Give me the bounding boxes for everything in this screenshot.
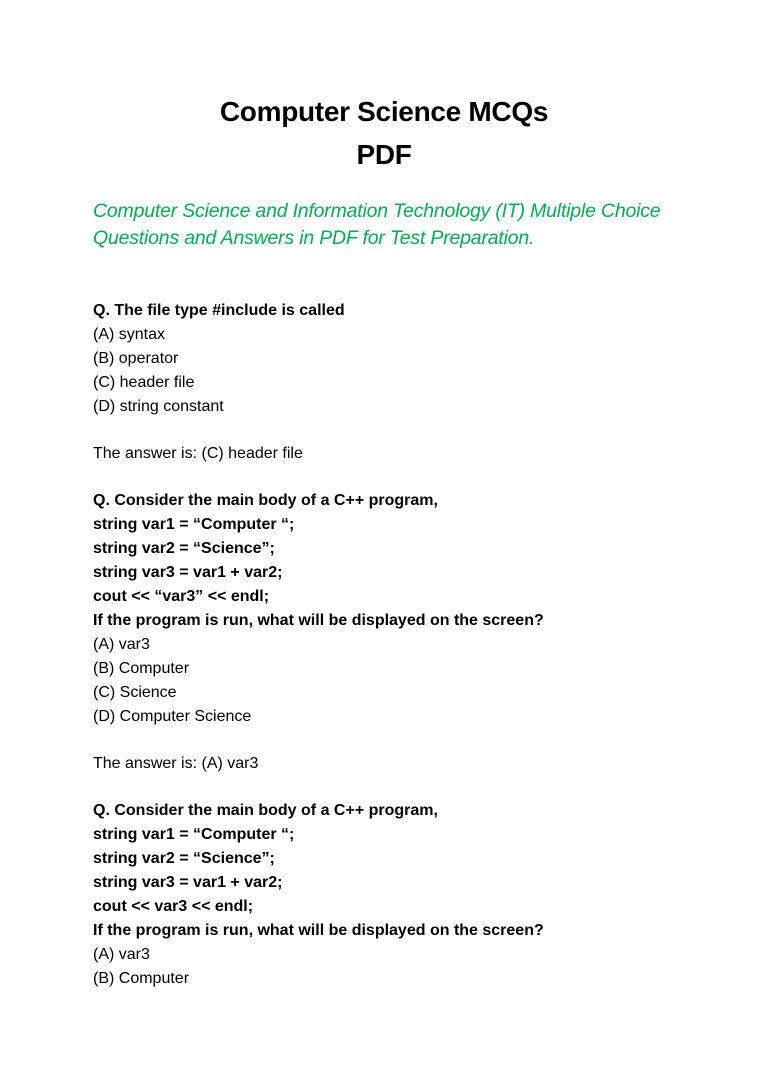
question-2-answer: The answer is: (A) var3 xyxy=(93,755,259,772)
question-2-line-1: Q. Consider the main body of a C++ program, xyxy=(93,492,438,509)
question-1-option-c: (C) header file xyxy=(93,374,195,391)
question-3-line-4: string var3 = var1 + var2; xyxy=(93,874,283,891)
question-2-line-2: string var1 = “Computer “; xyxy=(93,516,295,533)
subtitle-line-2: Questions and Answers in PDF for Test Preparation. xyxy=(93,227,535,249)
question-2-line-5: cout << “var3” << endl; xyxy=(93,588,270,605)
question-3-option-a: (A) var3 xyxy=(93,946,150,963)
question-1-option-a: (A) syntax xyxy=(93,326,166,343)
page-title-line-2: PDF xyxy=(356,139,412,170)
question-1-answer: The answer is: (C) header file xyxy=(93,445,303,462)
question-3-line-3: string var2 = “Science”; xyxy=(93,850,275,867)
question-1-line-1: Q. The file type #include is called xyxy=(93,302,345,319)
subtitle-line-1: Computer Science and Information Technology (IT) Multiple Choice xyxy=(93,200,661,222)
question-3-option-b: (B) Computer xyxy=(93,970,190,987)
question-2-line-6: If the program is run, what will be displayed on the screen? xyxy=(93,612,544,629)
question-3-line-6: If the program is run, what will be displayed on the screen? xyxy=(93,922,544,939)
question-2-line-4: string var3 = var1 + var2; xyxy=(93,564,283,581)
question-2-option-a: (A) var3 xyxy=(93,636,150,653)
question-3-line-1: Q. Consider the main body of a C++ program, xyxy=(93,802,438,819)
question-1-option-b: (B) operator xyxy=(93,350,179,367)
question-2-option-d: (D) Computer Science xyxy=(93,708,252,725)
question-2-line-3: string var2 = “Science”; xyxy=(93,540,275,557)
question-2-option-c: (C) Science xyxy=(93,684,177,701)
page-title-line-1: Computer Science MCQs xyxy=(219,96,549,127)
question-2-option-b: (B) Computer xyxy=(93,660,190,677)
question-3-line-2: string var1 = “Computer “; xyxy=(93,826,295,843)
question-3-line-5: cout << var3 << endl; xyxy=(93,898,254,915)
question-1-option-d: (D) string constant xyxy=(93,398,224,415)
